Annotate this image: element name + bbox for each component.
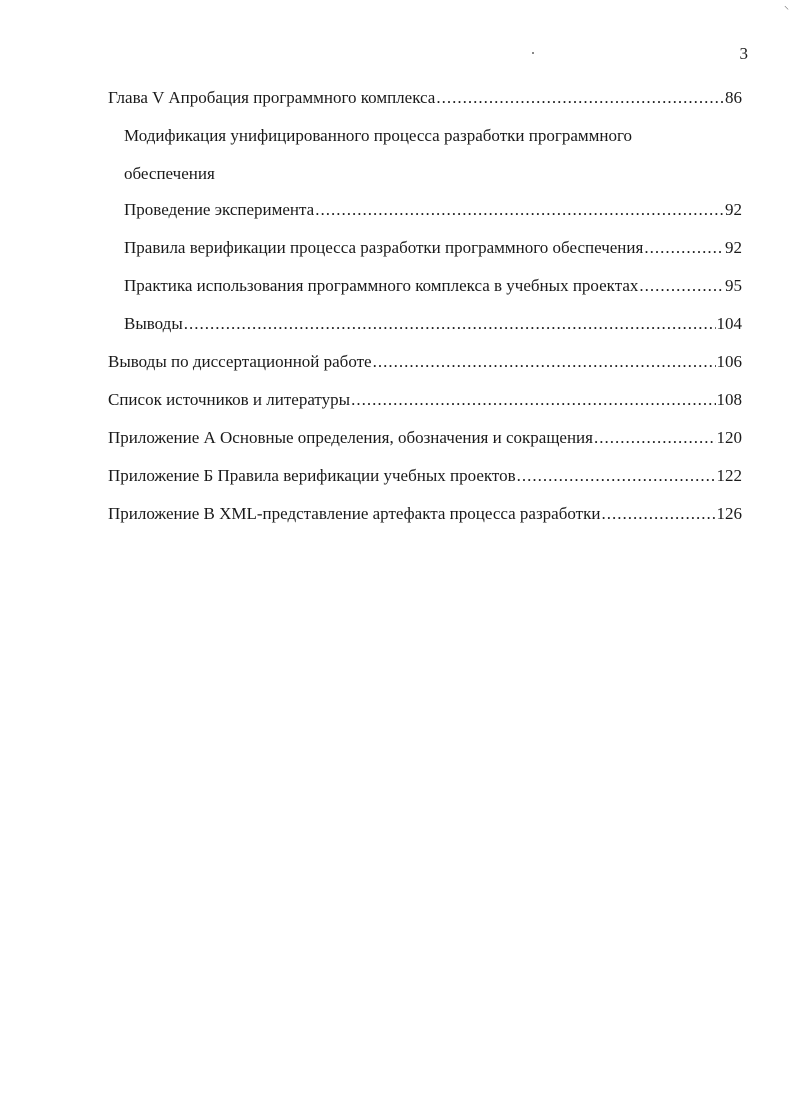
toc-entry-title: Список источников и литературы: [108, 390, 351, 409]
toc-dot-leader: [639, 274, 724, 298]
toc-entry-title: Проведение эксперимента: [124, 200, 315, 219]
toc-dot-leader: [351, 388, 715, 412]
toc-entry-appendix-b[interactable]: [108, 464, 742, 502]
toc-entry-page: 108: [716, 390, 742, 409]
toc-entry-page: 126: [716, 504, 742, 523]
toc-entry-verification-rules[interactable]: [108, 236, 742, 274]
scan-artifact-dot: [532, 52, 534, 54]
toc-entry-title: Практика использования программного комплекса в учебных проектах: [124, 276, 639, 295]
toc-dot-leader: [594, 426, 716, 450]
toc-entry-title: Глава V Апробация программного комплекса: [108, 88, 436, 107]
toc-dot-leader: [644, 236, 724, 260]
toc-entry-title: Выводы по диссертационной работе: [108, 352, 372, 371]
toc-entry-appendix-v[interactable]: [108, 502, 742, 540]
toc-entry-title: Выводы: [124, 314, 183, 333]
toc-entry-title: Приложение Б Правила верификации учебных проектов: [108, 466, 516, 485]
toc-entry-dissertation-conclusions[interactable]: [108, 350, 742, 388]
toc-entry-modification[interactable]: [108, 124, 742, 198]
toc-dot-leader: [601, 502, 715, 526]
toc-dot-leader: [436, 86, 724, 110]
toc-entry-practice[interactable]: [108, 274, 742, 312]
toc-entry-conclusions-chapter[interactable]: [108, 312, 742, 350]
toc-entry-title: Приложение В XML-представление артефакта процесса разработки: [108, 504, 601, 523]
toc-entry-title-line1: Модификация унифицированного процесса разработки программного: [124, 126, 633, 145]
toc-entry-title: Приложение А Основные определения, обозначения и сокращения: [108, 428, 593, 447]
toc-entry-chapter-5[interactable]: [108, 86, 742, 124]
toc-entry-references[interactable]: [108, 388, 742, 426]
toc-dot-leader: [184, 312, 716, 336]
toc-entry-experiment[interactable]: [108, 198, 742, 236]
toc-entry-page: 122: [716, 466, 742, 485]
toc-entry-page: 92: [725, 200, 742, 219]
toc-entry-page: 120: [716, 428, 742, 447]
toc-dot-leader: [315, 198, 724, 222]
scan-artifact-mark: ⸌: [784, 5, 789, 16]
page-number: 3: [739, 44, 748, 63]
toc-entry-page: 86: [725, 88, 742, 107]
toc-entry-page: 106: [716, 352, 742, 371]
table-of-contents: [108, 86, 742, 540]
toc-dot-leader: [125, 186, 741, 198]
toc-entry-title: обеспечения: [124, 164, 215, 183]
toc-entry-appendix-a[interactable]: [108, 426, 742, 464]
toc-entry-page: 95: [725, 276, 742, 295]
toc-entry-title: Правила верификации процесса разработки программного обеспечения: [124, 238, 644, 257]
toc-dot-leader: [517, 464, 716, 488]
toc-dot-leader: [373, 350, 716, 374]
toc-entry-page: 92: [725, 238, 742, 257]
toc-entry-page: 104: [716, 314, 742, 333]
